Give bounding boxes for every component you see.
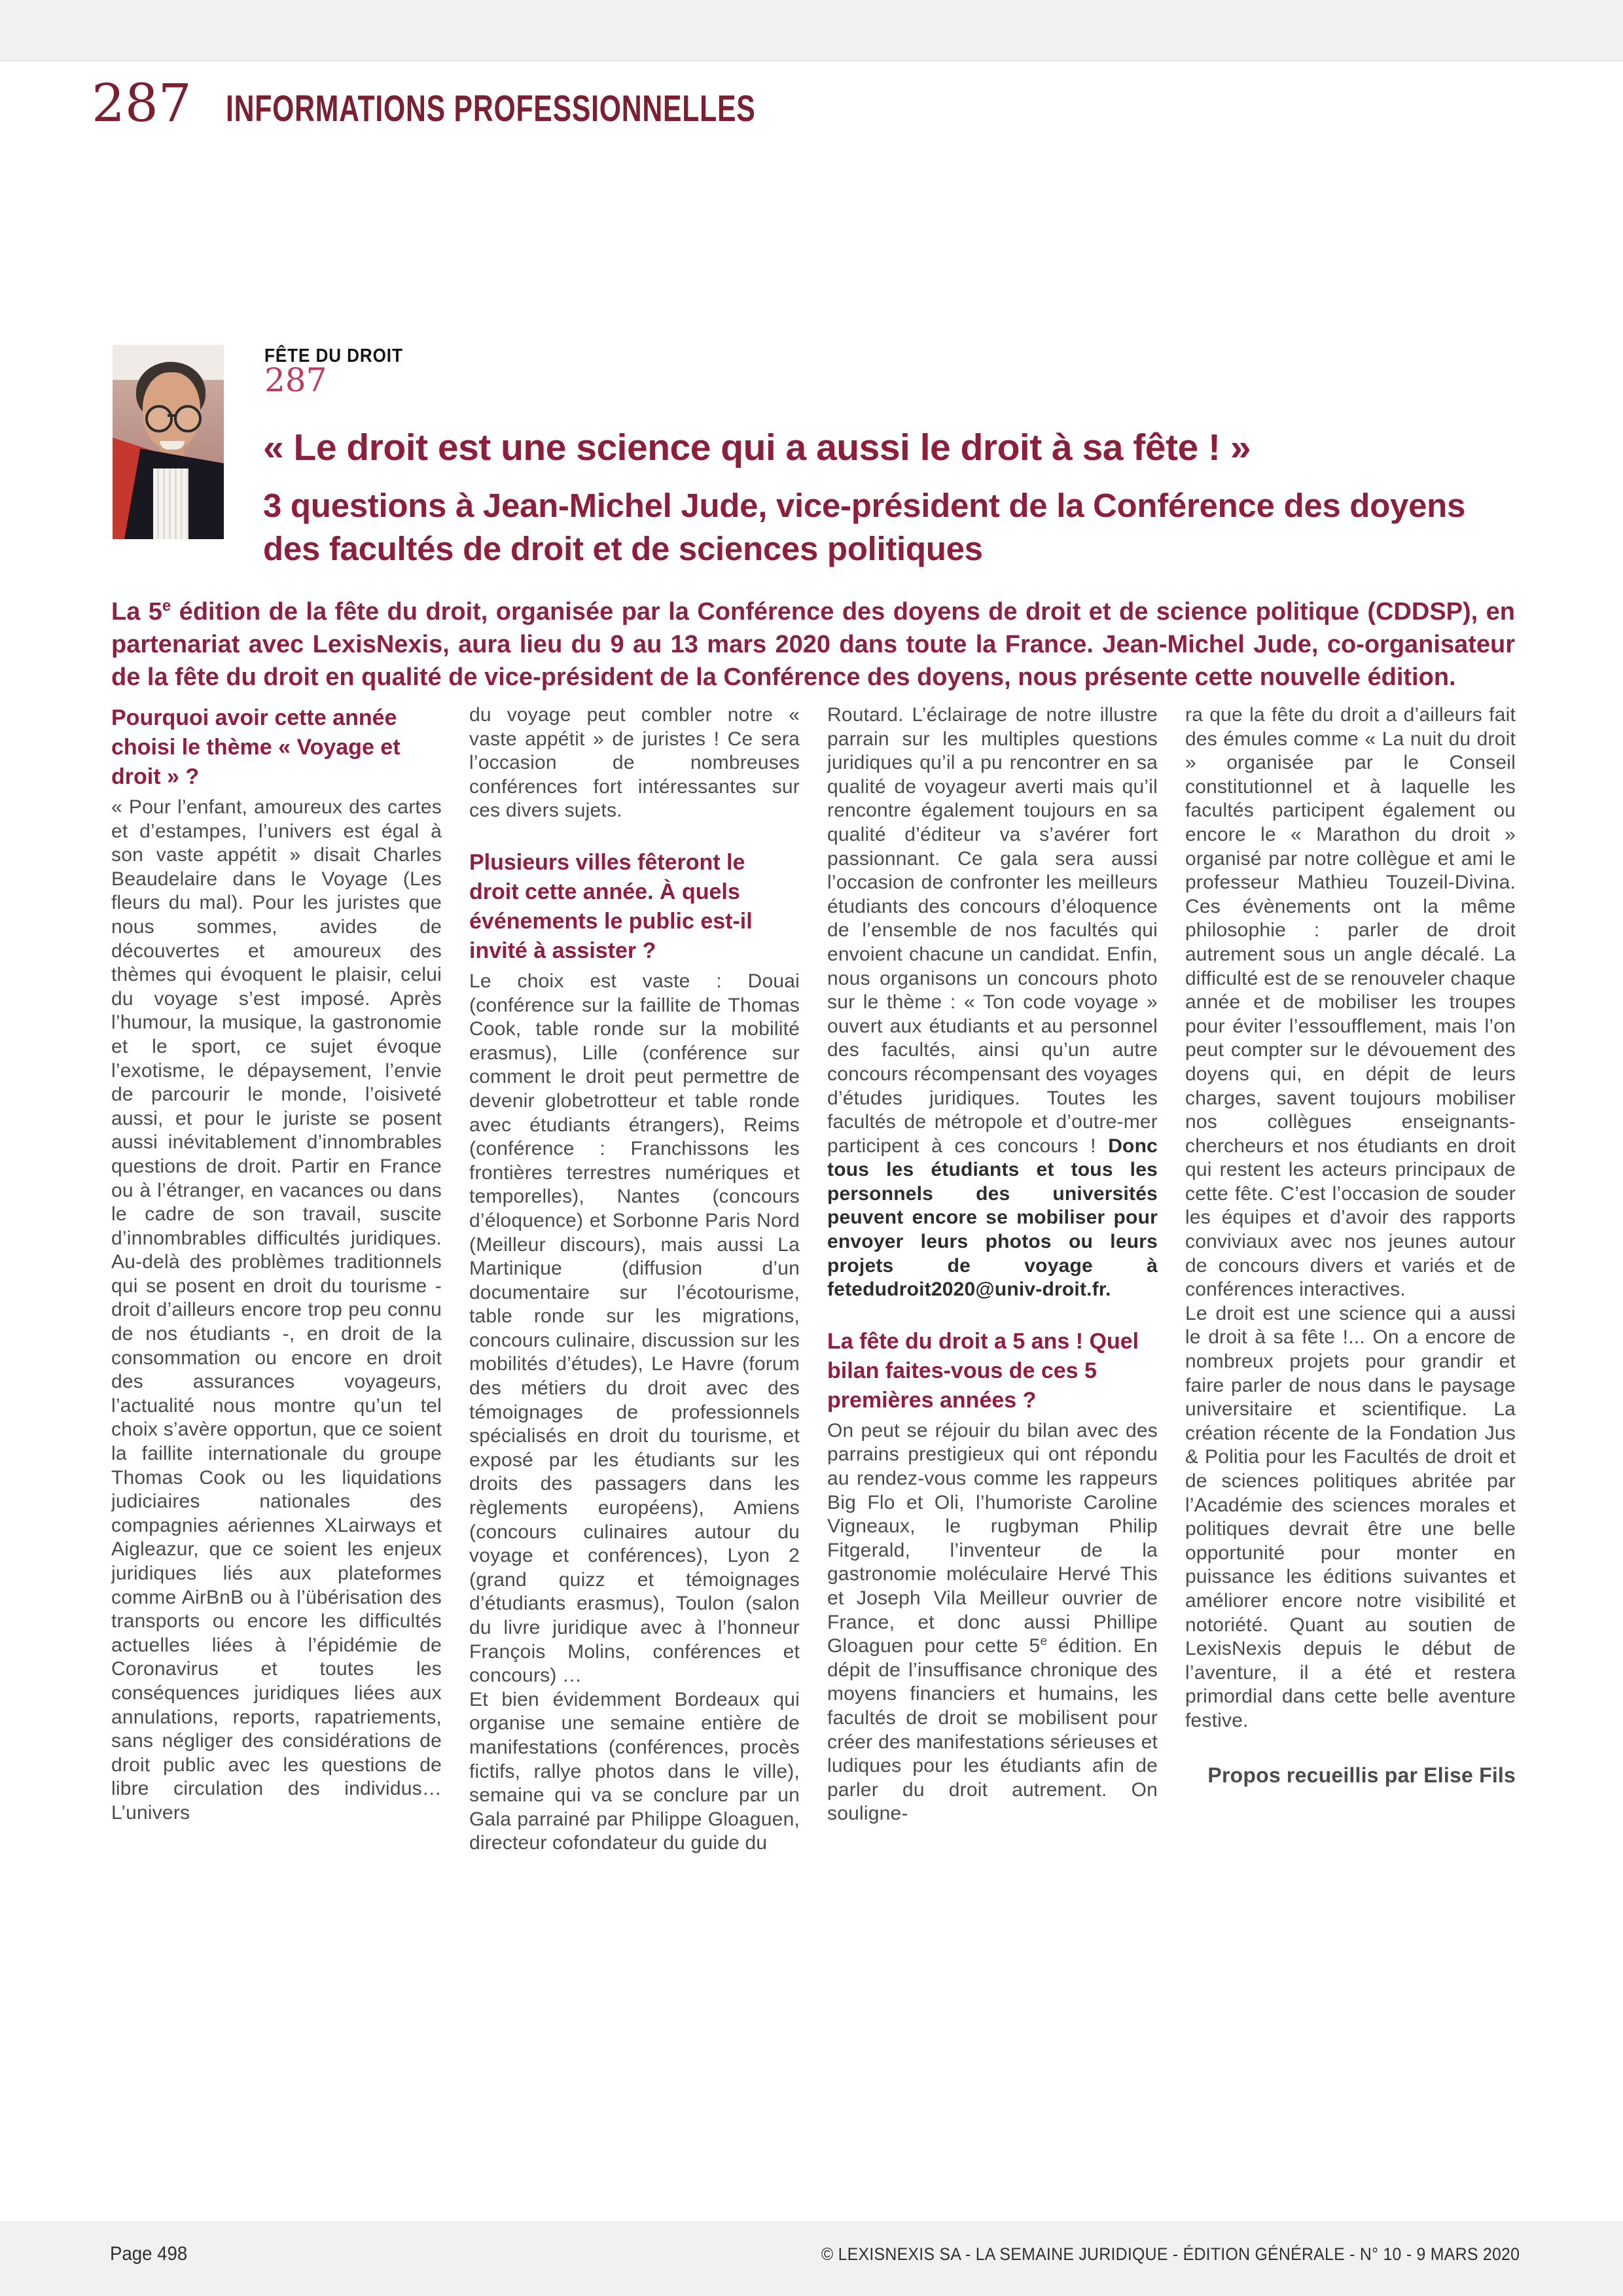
article-columns <box>111 703 1516 2005</box>
lead-text-pre: La 5 <box>111 598 162 626</box>
portrait-photo <box>113 345 224 539</box>
column-2-para-2: Le choix est vaste : Douai (conférence sur la faillite de Thomas Cook, table ronde sur la mobilité erasmus), Lille (conférence sur comment le droit peut permettre de devenir globetrotteur et table ronde avec étudiants étrangers), Reims (conférence : Franchissons les frontières terrestres numériques et temporelles), Nantes (concours d’éloquence) et Sorbonne Paris Nord (Meilleur discours), mais aussi La Martinique (diffusion d’un documentaire sur l’écotourisme, table ronde sur les migrations, concours culinaire, discussion sur les mobilités d’études), Le Havre (forum des métiers du droit avec des témoignages de professionnels spécialisés en droit du tourisme, et exposé par les étudiants sur les droits des passagers dans les règlements européens), Amiens (concours culinaires autour du voyage et conférences), Lyon 2 (grand quizz et témoignages d’étudiants erasmus), Toulon (salon du livre juridique avec à l’honneur François Molins, conférences et concours) … <box>469 970 800 1687</box>
question-heading-2: Plusieurs villes fêteront le droit cette année. À quels événements le public est-il invité à assister ? <box>469 849 753 963</box>
running-header-section: INFORMATIONS PROFESSIONNELLES <box>225 88 756 130</box>
column-3-para-2 <box>827 1419 1158 1826</box>
portrait-glasses-bridge <box>168 414 175 417</box>
column-3-call-to-action: Donc tous les étudiants et tous les personnels des universités peuvent encore se mobiliser pour envoyer leurs photos ou leurs projets de voyage à fetedudroit2020@univ-droit.fr. <box>827 1135 1158 1301</box>
column-4 <box>1185 703 1516 2005</box>
column-1 <box>111 703 442 2005</box>
column-4-para-1: ra que la fête du droit a d’ailleurs fait des émules comme « La nuit du droit » organisée par le Conseil constitutionnel et à laquelle les facultés participent également ou encore le « Marathon du droit » organisé par notre collègue et ami le professeur Mathieu Touzeil-Divina. Ces évènements ont la même philosophie : parler de droit autrement sous un angle décalé. La difficulté est de se renouveler chaque année et de mobiliser les troupes pour éviter l’essoufflement, mais l’on peut compter sur le dévouement des doyens qui, en dépit de leurs charges, savent toujours mobiliser nos collègues enseignants-chercheurs et nos étudiants en droit qui restent les acteurs principaux de cette fête. C’est l’occasion de souder les équipes et d’avoir des rapports conviviaux avec nos jeunes autour de concours divers et variés et de conférences interactives. <box>1185 704 1516 1301</box>
portrait-glasses-left <box>145 405 173 433</box>
column-3-superscript: e <box>1040 1634 1048 1649</box>
column-4-para-2: Le droit est une science qui a aussi le droit à sa fête !... On a encore de nombreux projets pour grandir et faire parler de nous dans le paysage universitaire et scientifique. La création récente de la Fondation Jus & Politia pour les Facultés de droit et de sciences politiques abritée par l’Académie des sciences morales et politiques devrait être une belle opportunité pour monter en puissance les éditions suivantes et améliorer encore notre visibilité et notoriété. Quant au soutien de LexisNexis depuis le début de l’aventure, il a été et restera primordial dans cette belle aventure festive. <box>1185 1302 1516 1731</box>
lead-text-post: édition de la fête du droit, organisée par la Conférence des doyens de droit et de science politique (CDDSP), en partenariat avec LexisNexis, aura lieu du 9 au 13 mars 2020 dans toute la France. Jean-Michel Jude, co-organisateur de la fête du droit en qualité de vice-président de la Conférence des doyens, nous présente cette nouvelle édition. <box>111 598 1515 691</box>
article-title: « Le droit est une science qui a aussi le droit à sa fête ! » <box>263 427 1251 469</box>
running-header-number: 287 <box>92 73 192 133</box>
column-2-para-1: du voyage peut combler notre « vaste appétit » de juristes ! Ce sera l’occasion de nombreuses conférences fort intéressantes sur ces divers sujets. <box>469 704 800 822</box>
article-kicker: FÊTE DU DROIT <box>264 345 403 366</box>
top-page-band <box>0 0 1623 62</box>
article-number: 287 <box>264 361 327 399</box>
portrait-jabot <box>153 468 188 539</box>
portrait-glasses-right <box>174 405 202 433</box>
column-3-para-2-pre: On peut se réjouir du bilan avec des parrains prestigieux qui ont répondu au rendez-vous comme les rappeurs Big Flo et Oli, l’humoriste Caroline Vigneaux, le rugbyman Philip Fitgerald, l’inventeur de la gastronomie moléculaire Hervé This et Joseph Vila Meilleur ouvrier de France, et donc aussi Phillipe Gloaguen pour cette 5 <box>827 1419 1158 1657</box>
footer-page-number: Page 498 <box>110 2243 188 2265</box>
article-subtitle: 3 questions à Jean-Michel Jude, vice-président de la Conférence des doyens des facultés de droit et de sciences politiques <box>263 487 1466 568</box>
column-3 <box>827 703 1158 2005</box>
column-2 <box>469 703 800 2005</box>
interview-byline: Propos recueillis par Elise Fils <box>1207 1763 1516 1787</box>
column-3-para-2-post: édition. En dépit de l’insuffisance chronique des moyens financiers et humains, les facultés de droit se mobilisent pour créer des manifestations sérieuses et ludiques pour les étudiants afin de parler du droit autrement. On souligne- <box>827 1635 1158 1825</box>
article-lead <box>111 595 1515 694</box>
column-1-body: « Pour l’enfant, amoureux des cartes et d’estampes, l’univers est égal à son vaste appétit » disait Charles Beaudelaire dans le Voyage (Les fleurs du mal). Pour les juristes que nous sommes, avides de découvertes et amoureux des thèmes qui évoquent le plaisir, celui du voyage s’est imposé. Après l’humour, la musique, la gastronomie et le sport, ce sujet évoque l’exotisme, le dépaysement, l’envie de parcourir le monde, l’oisiveté aussi, et pour le juriste se posent aussi inévitablement d’innombrables questions de droit. Partir en France ou à l’étranger, en vacances ou dans le cadre de son travail, suscite d’innombrables difficultés juridiques. Au-delà des problèmes traditionnels qui se posent en droit du tourisme - droit d’ailleurs encore trop peu connu de nos étudiants -, en droit de la consommation ou encore en droit des assurances voyageurs, l’actualité nous montre qu’un tel choix s’avère opportun, que ce soient la faillite internationale du groupe Thomas Cook ou les liquidations judiciaires nationales des compagnies aériennes XLairways et Aigleazur, que ce soient les enjeux juridiques liés aux plateformes comme AirBnB ou à l’übérisation des transports ou encore les difficultés actuelles liées à l’épidémie de Coronavirus et toutes les conséquences juridiques liées aux annulations, reports, rapatriements, sans négliger des considérations de droit public avec les questions de libre circulation des individus… L’univers <box>111 796 442 1824</box>
question-heading-3: La fête du droit a 5 ans ! Quel bilan faites-vous de ces 5 premières années ? <box>827 1328 1139 1413</box>
column-3-para-1 <box>827 703 1158 1302</box>
question-heading-1: Pourquoi avoir cette année choisi le thème « Voyage et droit » ? <box>111 705 401 789</box>
column-2-para-3: Et bien évidemment Bordeaux qui organise une semaine entière de manifestations (conférences, procès fictifs, rallye photos dans le ville), semaine qui va se conclure par un Gala parrainé par Philippe Gloaguen, directeur cofondateur du guide du <box>469 1688 800 1854</box>
lead-superscript: e <box>162 597 171 615</box>
running-header <box>92 73 932 133</box>
column-3-para-1-regular: Routard. L’éclairage de notre illustre parrain sur les multiples questions juridiques qu’il a pu rencontrer en sa qualité de voyageur averti mais qu’il rencontre également toujours en sa qualité d’éditeur va s’avérer fort passionnant. Ce gala sera aussi l’occasion de confronter les meilleurs étudiants des concours d’éloquence de l’ensemble de nos facultés qui envoient chacune un candidat. Enfin, nous organisons un concours photo sur le thème : « Ton code voyage » ouvert aux étudiants et au personnel des facultés, ainsi qu’un autre concours récompensant des voyages d’études juridiques. Toutes les facultés de métropole et d’outre-mer participent à ces concours ! <box>827 704 1158 1157</box>
footer-copyright: © LEXISNEXIS SA - LA SEMAINE JURIDIQUE - ÉDITION GÉNÉRALE - N° 10 - 9 MARS 2020 <box>821 2244 1520 2264</box>
